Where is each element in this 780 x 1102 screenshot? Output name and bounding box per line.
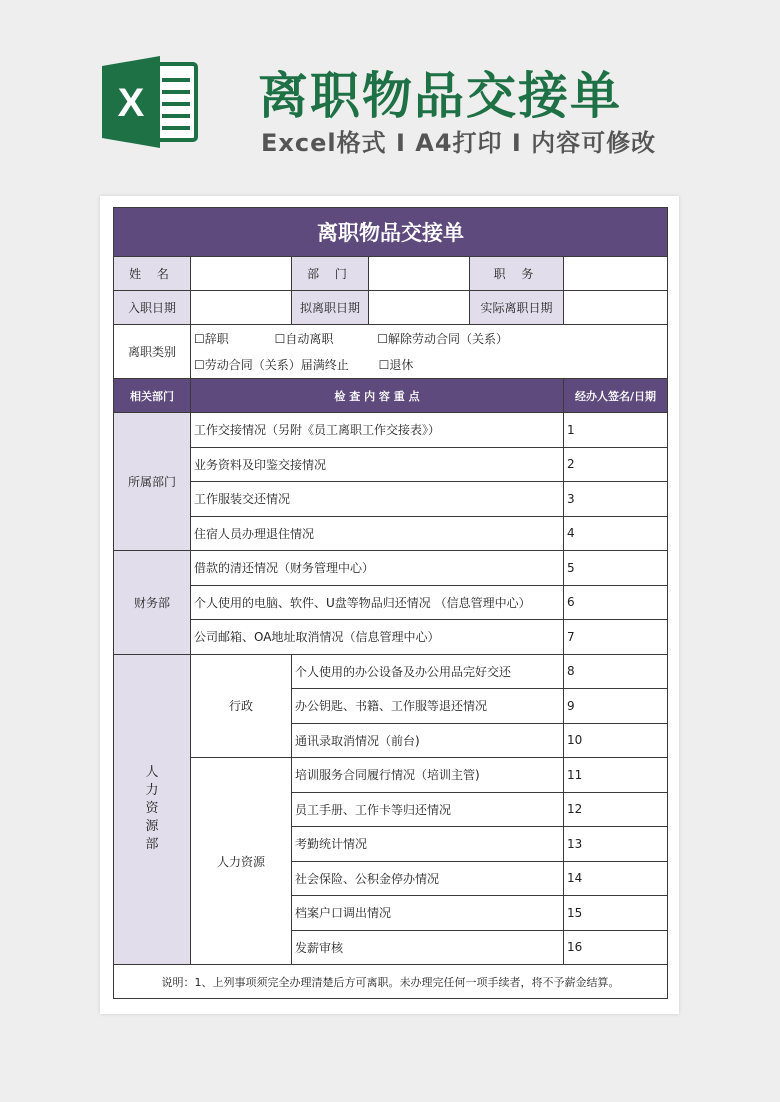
page-title: 离职物品交接单	[258, 67, 622, 125]
hr-char: 源	[145, 819, 159, 835]
check-item: 发薪审核	[292, 930, 564, 965]
handover-form	[113, 207, 667, 999]
logo-letter: X	[117, 81, 145, 125]
sign-cell[interactable]: 8	[564, 654, 668, 689]
sign-cell[interactable]: 2	[564, 447, 668, 482]
category-label: 离职类别	[114, 325, 191, 379]
section-finance: 财务部	[114, 551, 191, 655]
actual-leave-field[interactable]	[564, 291, 668, 325]
sign-cell[interactable]: 13	[564, 827, 668, 862]
actual-leave-label: 实际离职日期	[470, 291, 564, 325]
checkbox-contract-expire[interactable]: ☐劳动合同（关系）届满终止	[194, 357, 349, 372]
check-item: 员工手册、工作卡等归还情况	[292, 792, 564, 827]
sign-cell[interactable]: 7	[564, 620, 668, 655]
hr-char: 部	[145, 837, 159, 853]
hr-char: 资	[145, 801, 159, 817]
check-item: 档案户口调出情况	[292, 896, 564, 931]
sign-cell[interactable]: 15	[564, 896, 668, 931]
check-item: 工作交接情况（另附《员工离职工作交接表》）	[191, 413, 564, 448]
planned-leave-field[interactable]	[369, 291, 470, 325]
name-label: 姓 名	[114, 257, 191, 291]
page-subtitle: Excel格式 I A4打印 I 内容可修改	[261, 129, 657, 157]
subsection-hr: 人力资源	[191, 758, 292, 965]
dept-label: 部 门	[292, 257, 369, 291]
check-item: 办公钥匙、书籍、工作服等退还情况	[292, 689, 564, 724]
excel-icon	[100, 52, 200, 152]
checkbox-resign[interactable]: ☐辞职	[194, 331, 229, 346]
sign-cell[interactable]: 4	[564, 516, 668, 551]
subsection-admin: 行政	[191, 654, 292, 758]
join-date-label: 入职日期	[114, 291, 191, 325]
header-dept: 相关部门	[114, 379, 191, 413]
join-date-field[interactable]	[191, 291, 292, 325]
checkbox-terminate[interactable]: ☐解除劳动合同（关系）	[377, 331, 508, 346]
check-item: 工作服装交还情况	[191, 482, 564, 517]
check-item: 社会保险、公积金停办情况	[292, 861, 564, 896]
form-title: 离职物品交接单	[114, 208, 668, 257]
check-item: 业务资料及印鉴交接情况	[191, 447, 564, 482]
sign-cell[interactable]: 6	[564, 585, 668, 620]
section-own-dept: 所属部门	[114, 413, 191, 551]
check-item: 公司邮箱、OA地址取消情况（信息管理中心）	[191, 620, 564, 655]
post-label: 职 务	[470, 257, 564, 291]
footnote: 说明：1、上列事项须完全办理清楚后方可离职。未办理完任何一项手续者，将不予薪金结算。	[114, 965, 668, 999]
sign-cell[interactable]: 11	[564, 758, 668, 793]
section-hr	[114, 654, 191, 965]
checkbox-retire[interactable]: ☐退休	[378, 357, 414, 372]
check-item: 借款的清还情况（财务管理中心）	[191, 551, 564, 586]
check-item: 培训服务合同履行情况（培训主管)	[292, 758, 564, 793]
post-field[interactable]	[564, 257, 668, 291]
header-sign: 经办人签名/日期	[564, 379, 668, 413]
sign-cell[interactable]: 9	[564, 689, 668, 724]
dept-field[interactable]	[369, 257, 470, 291]
header-content: 检 查 内 容 重 点	[191, 379, 564, 413]
checkbox-self-leave[interactable]: ☐自动离职	[274, 331, 334, 346]
check-item: 住宿人员办理退住情况	[191, 516, 564, 551]
sign-cell[interactable]: 16	[564, 930, 668, 965]
handover-table	[113, 207, 668, 999]
sign-cell[interactable]: 3	[564, 482, 668, 517]
sign-cell[interactable]: 1	[564, 413, 668, 448]
check-item: 通讯录取消情况（前台)	[292, 723, 564, 758]
check-item: 个人使用的办公设备及办公用品完好交还	[292, 654, 564, 689]
sign-cell[interactable]: 12	[564, 792, 668, 827]
hr-char: 人	[145, 765, 159, 781]
name-field[interactable]	[191, 257, 292, 291]
sign-cell[interactable]: 14	[564, 861, 668, 896]
sign-cell[interactable]: 10	[564, 723, 668, 758]
planned-leave-label: 拟离职日期	[292, 291, 369, 325]
check-item: 个人使用的电脑、软件、U盘等物品归还情况 （信息管理中心）	[191, 585, 564, 620]
check-item: 考勤统计情况	[292, 827, 564, 862]
sign-cell[interactable]: 5	[564, 551, 668, 586]
hr-char: 力	[145, 783, 159, 799]
category-options	[191, 325, 668, 379]
